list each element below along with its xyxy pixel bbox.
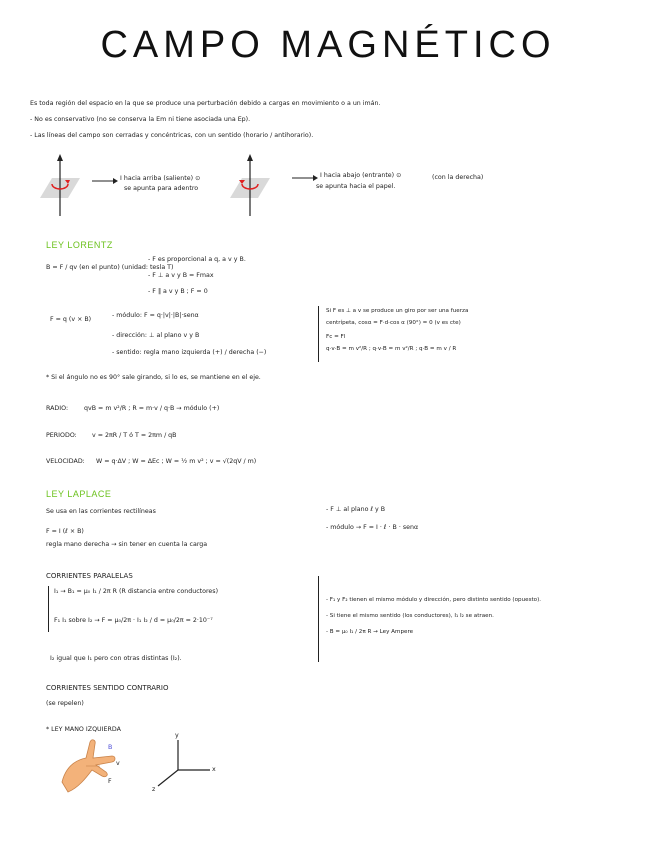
lorentz-heading: LEY LORENTZ — [46, 240, 113, 250]
fig1-caption-1: I hacia arriba (saliente) ⊙ — [120, 175, 201, 182]
paralelas-right-3: - B = μ₀ I₁ / 2π R → Ley Ampere — [326, 629, 414, 635]
lorentz-prop-3: - F ∥ a v y B ; F = 0 — [148, 288, 208, 295]
angle-note: * Si el ángulo no es 90° sale girando, si lo es, se mantiene en el eje. — [46, 374, 261, 381]
laplace-formula: F = I (ℓ × B) — [46, 528, 84, 535]
paralelas-line-2: F₁ I₁ sobre I₂ → F = μ₀/2π · I₁ I₂ / d = μ₀/2π = 2·10⁻⁷ — [54, 617, 213, 624]
velocidad-label: VELOCIDAD: — [46, 458, 85, 465]
lorentz-prop-2: - F ⊥ a v y B = Fmax — [148, 272, 214, 279]
contrario-note: (se repelen) — [46, 700, 84, 707]
axis-label-x: x — [212, 766, 216, 773]
periodo-formula: v = 2πR / T ó T = 2πm / qB — [92, 432, 177, 439]
paralelas-right-1: - F₁ y F₂ tienen el mismo módulo y dirección, pero distinto sentido (opuesto). — [326, 597, 542, 603]
laplace-right-2: - módulo → F = I · ℓ · B · senα — [326, 524, 419, 531]
laplace-heading: LEY LAPLACE — [46, 489, 112, 499]
fig2-caption-2: se apunta hacia el papel. — [316, 183, 396, 190]
lorentz-direction: - dirección: ⊥ al plano v y B — [112, 332, 200, 339]
paralelas-right-2: - Si tiene el mismo sentido (los conductores), I₁ I₂ se atraen. — [326, 613, 494, 619]
wire-down-figure — [220, 150, 280, 220]
hand-label-b: B — [108, 744, 113, 751]
laplace-intro: Se usa en las corrientes rectilíneas — [46, 508, 156, 515]
lorentz-formula: F = q (v × B) — [50, 316, 92, 323]
fig2-caption-1: I hacia abajo (entrante) ⊙ — [320, 172, 402, 179]
lorentz-sense: - sentido: regla mano izquierda (+) / derecha (−) — [112, 349, 267, 356]
axis-label-z: z — [152, 786, 156, 793]
lorentz-module: - módulo: F = q·|v|·|B|·senα — [112, 312, 199, 319]
axes-diagram — [150, 736, 220, 796]
paralelas-line-3: I₂ igual que I₁ pero con otras distintas (I₂). — [50, 655, 182, 662]
page-title: CAMPO MAGNÉTICO — [100, 24, 556, 66]
radio-formula: qvB = m v²/R ; R = m·v / q·B → módulo (+) — [84, 405, 220, 412]
intro-line-2: - Las líneas del campo son cerradas y concéntricas, con un sentido (horario / antihorario). — [30, 132, 314, 139]
velocidad-formula: W = q·ΔV ; W = ΔEc ; W = ½ m v² ; v = √(2qV / m) — [96, 458, 257, 465]
lorentz-note-3: Fc = Fl — [326, 334, 346, 340]
lorentz-note-4: q·v·B = m v²/R ; q·v·B = m v²/R ; q·B = m v / R — [326, 346, 457, 352]
definition-text: Es toda región del espacio en la que se produce una perturbación debido a cargas en movimiento o a un imán. — [30, 100, 381, 107]
mano-heading: * LEY MANO IZQUIERDA — [46, 726, 121, 733]
laplace-rule: regla mano derecha → sin tener en cuenta la carga — [46, 541, 208, 548]
paralelas-heading: CORRIENTES PARALELAS — [46, 572, 133, 580]
lorentz-note-2: centrípeta, cosα = F·d·cos α (90°) = 0 (v es cte) — [326, 320, 461, 326]
radio-label: RADIO: — [46, 405, 69, 412]
paralelas-line-1: I₁ → B₁ = μ₀ I₁ / 2π R (R distancia entre conductores) — [54, 588, 219, 595]
contrario-heading: CORRIENTES SENTIDO CONTRARIO — [46, 684, 169, 692]
hand-label-f: F — [108, 778, 112, 785]
divider — [318, 576, 319, 662]
hand-label-v: v — [116, 760, 120, 767]
bracket — [48, 586, 49, 632]
lorentz-prop-1: - F es proporcional a q, a v y B. — [148, 256, 246, 263]
wire-up-figure — [30, 150, 90, 220]
axis-label-y: y — [175, 732, 179, 739]
fig2-note: (con la derecha) — [432, 174, 484, 181]
divider — [318, 306, 319, 362]
arrow-icon — [292, 174, 318, 182]
intro-line-1: - No es conservativo (no se conserva la Em ni tiene asociada una Ep). — [30, 116, 251, 123]
periodo-label: PERIODO: — [46, 432, 77, 439]
lorentz-b-def: B = F / qv (en el punto) (unidad: tesla T) — [46, 264, 174, 271]
fig1-caption-2: se apunta para adentro — [124, 185, 199, 192]
arrow-icon — [92, 177, 118, 185]
laplace-right-1: - F ⊥ al plano ℓ y B — [326, 506, 386, 513]
lorentz-note-1: Si F es ⊥ a v se produce un giro por ser una fuerza — [326, 308, 469, 314]
